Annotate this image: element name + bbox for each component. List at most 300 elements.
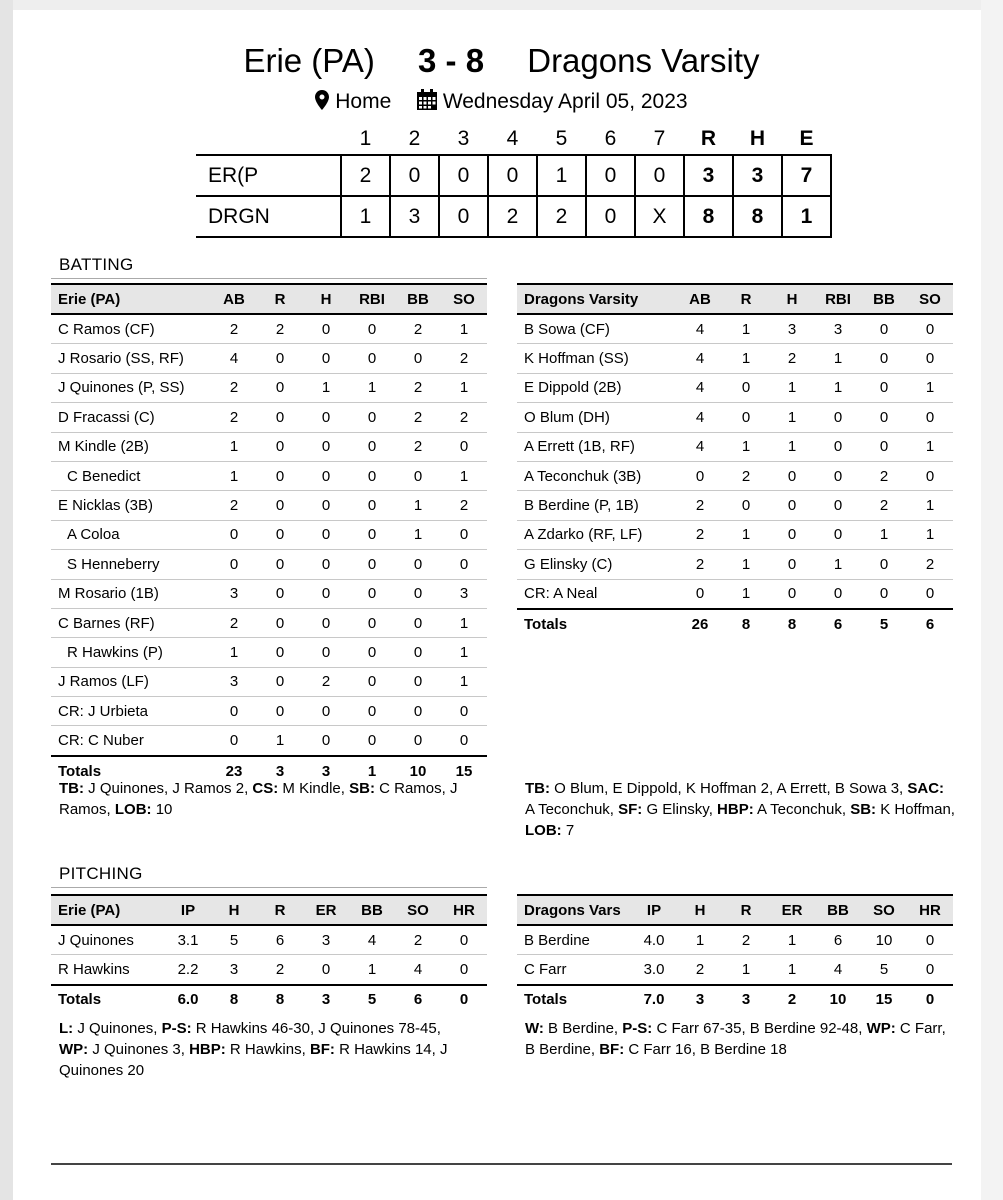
batting-team-header: Erie (PA) xyxy=(51,284,211,314)
stat-value: 0 xyxy=(303,550,349,579)
stat-value: 0 xyxy=(303,344,349,373)
column-header-r: R xyxy=(723,895,769,925)
stat-value: 1 xyxy=(441,667,487,696)
player-name: B Sowa (CF) xyxy=(517,314,677,344)
stat-value: 1 xyxy=(395,520,441,549)
batting-player-row xyxy=(517,403,953,432)
inning-score: 0 xyxy=(635,155,684,196)
stat-value: 0 xyxy=(303,520,349,549)
total-value: 8 xyxy=(211,985,257,1014)
stat-value: 0 xyxy=(441,432,487,461)
stat-value: 0 xyxy=(395,697,441,726)
player-name: A Teconchuk (3B) xyxy=(517,461,677,490)
stat-value: 0 xyxy=(257,550,303,579)
player-name: R Hawkins (P) xyxy=(51,638,211,667)
stat-value: 0 xyxy=(441,550,487,579)
stat-value: 2 xyxy=(211,608,257,637)
stat-value: 0 xyxy=(907,403,953,432)
stat-value: 1 xyxy=(441,638,487,667)
stat-value: 0 xyxy=(907,344,953,373)
stat-value: 0 xyxy=(861,403,907,432)
inning-7-header: 7 xyxy=(653,127,666,150)
column-header-h: H xyxy=(303,284,349,314)
stat-value: 0 xyxy=(349,461,395,490)
stat-value: 0 xyxy=(303,461,349,490)
note-text: M Kindle, xyxy=(278,780,350,797)
batting-section-label: BATTING xyxy=(59,255,134,274)
column-header-ab: AB xyxy=(211,284,257,314)
totals-label: Totals xyxy=(517,609,677,638)
total-value: 6 xyxy=(395,985,441,1014)
stat-value: 1 xyxy=(211,638,257,667)
stat-value: 0 xyxy=(395,579,441,608)
line-score-row-home xyxy=(196,196,831,237)
totals-label: Totals xyxy=(517,985,631,1014)
stat-value: 0 xyxy=(303,403,349,432)
stat-value: 3.1 xyxy=(165,925,211,955)
hits-total: 3 xyxy=(733,155,782,196)
stat-value: 2 xyxy=(441,491,487,520)
column-header-bb: BB xyxy=(815,895,861,925)
calendar-icon xyxy=(417,90,443,113)
stat-value: 3 xyxy=(441,579,487,608)
player-name: M Kindle (2B) xyxy=(51,432,211,461)
stat-value: 0 xyxy=(459,732,469,750)
pitching-notes-home xyxy=(525,1018,955,1060)
note-text: A Teconchuk, xyxy=(753,801,851,818)
stat-value: 0 xyxy=(879,585,889,603)
inning-score: 1 xyxy=(537,155,586,196)
note-label: HBP: xyxy=(189,1041,226,1058)
stat-value: 0 xyxy=(257,373,303,402)
stat-value: 0 xyxy=(441,925,487,955)
note-label: TB: xyxy=(525,780,550,797)
player-name: J Quinones (P, SS) xyxy=(51,373,211,402)
stat-value: 0 xyxy=(695,585,705,603)
stat-value: 0 xyxy=(229,732,239,750)
column-header-h: H xyxy=(677,895,723,925)
note-label: SAC: xyxy=(907,780,945,797)
stat-value: 1 xyxy=(211,461,257,490)
note-label: L: xyxy=(59,1020,74,1037)
inning-6-header: 6 xyxy=(604,127,617,150)
stat-value: 1 xyxy=(441,608,487,637)
stat-value: 0 xyxy=(349,638,395,667)
stat-value: 1 xyxy=(907,373,953,402)
batting-table-away xyxy=(51,283,487,785)
stat-value: 1 xyxy=(723,550,769,579)
inning-score: 0 xyxy=(390,155,439,196)
line-score-row-away xyxy=(196,155,831,196)
stat-value: 4 xyxy=(833,961,843,979)
batting-player-row xyxy=(51,608,487,637)
total-value: 2 xyxy=(769,985,815,1014)
stat-value: 2 xyxy=(723,925,769,955)
stat-value: 0 xyxy=(211,697,257,726)
player-name: CR: C Nuber xyxy=(58,732,144,750)
note-text: R Hawkins 46-30, J Quinones 78-45, xyxy=(191,1020,441,1037)
batting-player-row xyxy=(51,667,487,696)
stat-value: 0 xyxy=(861,373,907,402)
total-value: 6 xyxy=(815,609,861,638)
stat-value: 2 xyxy=(677,520,723,549)
stat-value: 4 xyxy=(677,403,723,432)
column-header-bb: BB xyxy=(395,284,441,314)
stat-value: 0 xyxy=(303,432,349,461)
note-text: J Quinones, xyxy=(73,1020,162,1037)
inning-score: 2 xyxy=(537,196,586,237)
stat-value: 1 xyxy=(815,373,861,402)
batting-player-row xyxy=(51,726,487,756)
total-value: 3 xyxy=(303,756,349,785)
batting-player-row xyxy=(517,550,953,579)
stat-value: 2 xyxy=(861,461,907,490)
stat-value: 1 xyxy=(441,461,487,490)
stat-value: 2 xyxy=(861,491,907,520)
stat-value: 1 xyxy=(367,961,377,979)
stat-value: 0 xyxy=(349,608,395,637)
stat-value: 0 xyxy=(395,667,441,696)
note-text: 7 xyxy=(561,822,575,839)
stat-value: 0 xyxy=(395,461,441,490)
stat-value: 2 xyxy=(677,550,723,579)
column-header-hr: HR xyxy=(441,895,487,925)
stat-value: 2 xyxy=(303,667,349,696)
pitching-table-away xyxy=(51,894,487,1014)
note-text: C Farr 16, B Berdine 18 xyxy=(624,1041,787,1058)
column-header-er: ER xyxy=(303,895,349,925)
batting-notes-home xyxy=(525,778,955,841)
stat-value: 0 xyxy=(907,314,953,344)
stat-value: 0 xyxy=(861,344,907,373)
note-label: W: xyxy=(525,1020,544,1037)
player-name: A Zdarko (RF, LF) xyxy=(517,520,677,549)
column-header-rbi: RBI xyxy=(349,284,395,314)
stat-value: 1 xyxy=(769,925,815,955)
note-text: R Hawkins, xyxy=(225,1041,310,1058)
note-text: C Farr 67-35, B Berdine 92-48, xyxy=(652,1020,867,1037)
stat-value: 1 xyxy=(275,732,285,750)
stat-value: 6 xyxy=(815,925,861,955)
stat-value: 0 xyxy=(441,520,487,549)
batting-header-home xyxy=(517,284,953,314)
stat-value: 1 xyxy=(787,961,797,979)
column-header-h: H xyxy=(769,284,815,314)
inning-score: X xyxy=(635,196,684,237)
stat-value: 4 xyxy=(413,961,423,979)
stat-value: 3 xyxy=(303,925,349,955)
stat-value: 4 xyxy=(677,373,723,402)
inning-score: 1 xyxy=(341,196,390,237)
batting-divider xyxy=(51,278,487,279)
stat-value: 2 xyxy=(211,373,257,402)
stat-value: 5 xyxy=(211,925,257,955)
inning-4-header: 4 xyxy=(506,127,519,150)
stat-value: 0 xyxy=(349,550,395,579)
stat-value: 0 xyxy=(257,520,303,549)
column-header-rbi: RBI xyxy=(815,284,861,314)
batting-player-row xyxy=(517,344,953,373)
stat-value: 1 xyxy=(861,520,907,549)
column-header-bb: BB xyxy=(861,284,907,314)
stat-value: 1 xyxy=(441,314,487,344)
player-name: S Henneberry xyxy=(51,550,211,579)
stat-value: 0 xyxy=(861,432,907,461)
batting-player-row xyxy=(51,314,487,344)
stat-value: 0 xyxy=(815,461,861,490)
stat-value: 0 xyxy=(815,491,861,520)
stat-value: 0 xyxy=(321,732,331,750)
note-text: K Hoffman, xyxy=(876,801,955,818)
final-score: 3 - 8 xyxy=(418,42,485,79)
stat-value: 2 xyxy=(441,403,487,432)
stat-value: 0 xyxy=(723,403,769,432)
stat-value: 1 xyxy=(907,520,953,549)
stat-value: 1 xyxy=(741,961,751,979)
stat-value: 0 xyxy=(303,314,349,344)
batting-player-row xyxy=(517,491,953,520)
pitching-player-row xyxy=(517,955,953,985)
batting-player-row xyxy=(51,344,487,373)
batting-player-row xyxy=(51,638,487,667)
stat-value: 1 xyxy=(769,432,815,461)
game-title xyxy=(0,42,1003,80)
stat-value: 1 xyxy=(349,373,395,402)
page-right-margin xyxy=(981,0,1003,1200)
pitching-header-away xyxy=(51,895,487,925)
batting-team-header: Dragons Varsity xyxy=(517,284,677,314)
pitching-player-row xyxy=(51,955,487,985)
player-name: CR: A Neal xyxy=(524,585,598,603)
player-name: J Rosario (SS, RF) xyxy=(51,344,211,373)
stat-value: 2 xyxy=(769,344,815,373)
stat-value: 2 xyxy=(211,491,257,520)
stat-value: 0 xyxy=(349,697,395,726)
player-name: M Rosario (1B) xyxy=(51,579,211,608)
stat-value: 0 xyxy=(367,732,377,750)
pitching-notes-away xyxy=(59,1018,464,1081)
note-text: 10 xyxy=(151,801,173,818)
inning-2-header: 2 xyxy=(408,127,421,150)
column-header-r: R xyxy=(257,895,303,925)
stat-value: 1 xyxy=(907,491,953,520)
date-text: Wednesday April 05, 2023 xyxy=(442,90,688,113)
stat-value: 0 xyxy=(257,697,303,726)
total-value: 0 xyxy=(441,985,487,1014)
column-header-r: R xyxy=(257,284,303,314)
total-value: 3 xyxy=(723,985,769,1014)
note-label: SB: xyxy=(349,780,375,797)
pitching-header-home xyxy=(517,895,953,925)
player-name: K Hoffman (SS) xyxy=(517,344,677,373)
stat-value: 0 xyxy=(257,579,303,608)
total-value: 23 xyxy=(211,756,257,785)
pitching-player-row xyxy=(517,925,953,955)
batting-totals-row xyxy=(517,609,953,638)
player-name: J Quinones xyxy=(51,925,165,955)
batting-notes-away xyxy=(59,778,489,820)
inning-score: 2 xyxy=(488,196,537,237)
note-label: TB: xyxy=(59,780,84,797)
stat-value: 0 xyxy=(861,314,907,344)
line-score-header xyxy=(196,124,831,155)
stat-value: 0 xyxy=(349,667,395,696)
batting-header-away xyxy=(51,284,487,314)
note-label: WP: xyxy=(59,1041,89,1058)
stat-value: 0 xyxy=(349,403,395,432)
stat-value: 3 xyxy=(229,961,239,979)
inning-score: 0 xyxy=(439,155,488,196)
column-header-r: R xyxy=(723,284,769,314)
total-value: 5 xyxy=(349,985,395,1014)
note-label: BF: xyxy=(309,1041,335,1058)
stat-value: 0 xyxy=(349,432,395,461)
batting-player-row xyxy=(51,373,487,402)
hits-total: 8 xyxy=(733,196,782,237)
stat-value: 0 xyxy=(815,403,861,432)
player-name: A Errett (1B, RF) xyxy=(517,432,677,461)
player-name: D Fracassi (C) xyxy=(51,403,211,432)
stat-value: 1 xyxy=(303,373,349,402)
stat-value: 1 xyxy=(723,314,769,344)
player-name: R Hawkins xyxy=(58,961,130,979)
column-header-er: ER xyxy=(769,895,815,925)
note-label: BF: xyxy=(599,1041,625,1058)
total-value: 3 xyxy=(257,756,303,785)
stat-value: 0 xyxy=(257,344,303,373)
stat-value: 0 xyxy=(677,461,723,490)
stat-value: 2 xyxy=(395,403,441,432)
note-text: C Farr, B Berdine, xyxy=(525,1020,946,1058)
note-label: SF: xyxy=(618,801,643,818)
note-label: CS: xyxy=(252,780,279,797)
total-value: 0 xyxy=(907,985,953,1014)
inning-score: 0 xyxy=(488,155,537,196)
player-name: C Benedict xyxy=(51,461,211,490)
hits-header: H xyxy=(749,127,766,150)
column-header-ip: IP xyxy=(631,895,677,925)
note-label: WP: xyxy=(866,1020,896,1037)
stat-value: 2 xyxy=(211,403,257,432)
stat-value: 0 xyxy=(815,520,861,549)
stat-value: 0 xyxy=(211,520,257,549)
total-value: 3 xyxy=(303,985,349,1014)
location-pin-icon xyxy=(315,90,335,113)
stat-value: 0 xyxy=(303,697,349,726)
stat-value: 0 xyxy=(861,550,907,579)
batting-player-row xyxy=(51,520,487,549)
stat-value: 2.2 xyxy=(177,961,199,979)
total-value: 7.0 xyxy=(631,985,677,1014)
total-value: 10 xyxy=(815,985,861,1014)
batting-player-row xyxy=(517,373,953,402)
batting-player-row xyxy=(517,432,953,461)
batting-player-row xyxy=(517,314,953,344)
stat-value: 3 xyxy=(211,667,257,696)
total-value: 6.0 xyxy=(165,985,211,1014)
stat-value: 0 xyxy=(303,638,349,667)
batting-player-row xyxy=(51,491,487,520)
stat-value: 4 xyxy=(677,314,723,344)
stat-value: 0 xyxy=(257,403,303,432)
line-score-team: ER(P xyxy=(196,155,341,196)
stat-value: 5 xyxy=(879,961,889,979)
total-value: 3 xyxy=(677,985,723,1014)
stat-value: 0 xyxy=(441,697,487,726)
stat-value: 10 xyxy=(861,925,907,955)
stat-value: 0 xyxy=(907,925,953,955)
stat-value: 0 xyxy=(257,608,303,637)
footer-divider xyxy=(51,1163,952,1165)
column-header-so: SO xyxy=(907,284,953,314)
stat-value: 1 xyxy=(441,373,487,402)
total-value: 8 xyxy=(257,985,303,1014)
batting-player-row xyxy=(51,461,487,490)
batting-table-home xyxy=(517,283,953,638)
stat-value: 3 xyxy=(769,314,815,344)
stat-value: 3.0 xyxy=(643,961,665,979)
batting-player-row xyxy=(51,432,487,461)
note-text: A Teconchuk, xyxy=(525,801,619,818)
stat-value: 2 xyxy=(275,961,285,979)
stat-value: 0 xyxy=(257,491,303,520)
stat-value: 2 xyxy=(211,314,257,344)
inning-3-header: 3 xyxy=(457,127,470,150)
batting-player-row xyxy=(51,403,487,432)
stat-value: 1 xyxy=(907,432,953,461)
stat-value: 0 xyxy=(257,667,303,696)
stat-value: 2 xyxy=(441,344,487,373)
line-score-team: DRGN xyxy=(196,196,341,237)
stat-value: 0 xyxy=(459,961,469,979)
stat-value: 1 xyxy=(677,925,723,955)
note-text: B Berdine, xyxy=(543,1020,623,1037)
stat-value: 2 xyxy=(907,550,953,579)
column-header-hr: HR xyxy=(907,895,953,925)
location-text: Home xyxy=(335,90,392,113)
totals-label: Totals xyxy=(51,756,211,785)
stat-value: 1 xyxy=(769,403,815,432)
stat-value: 1 xyxy=(211,432,257,461)
column-header-ip: IP xyxy=(165,895,211,925)
stat-value: 0 xyxy=(257,432,303,461)
total-value: 10 xyxy=(395,756,441,785)
stat-value: 0 xyxy=(303,579,349,608)
column-header-so: SO xyxy=(395,895,441,925)
stat-value: 0 xyxy=(925,585,935,603)
stat-value: 0 xyxy=(395,344,441,373)
note-label: P-S: xyxy=(622,1020,653,1037)
errors-total: 7 xyxy=(782,155,831,196)
note-text: R Hawkins 14, J Quinones 20 xyxy=(59,1041,448,1079)
stat-value: 2 xyxy=(695,961,705,979)
inning-score: 2 xyxy=(341,155,390,196)
game-info xyxy=(0,89,1003,114)
note-label: SB: xyxy=(850,801,877,818)
stat-value: 0 xyxy=(257,638,303,667)
stat-value: 0 xyxy=(413,732,423,750)
pitching-totals-row xyxy=(517,985,953,1014)
runs-total: 8 xyxy=(684,196,733,237)
stat-value: 0 xyxy=(787,585,797,603)
stat-value: 3 xyxy=(815,314,861,344)
away-team-name: Erie (PA) xyxy=(243,42,375,79)
stat-value: 1 xyxy=(723,344,769,373)
inning-score: 3 xyxy=(390,196,439,237)
note-text: C Ramos, J Ramos, xyxy=(59,780,458,818)
stat-value: 1 xyxy=(815,344,861,373)
player-name: J Ramos (LF) xyxy=(51,667,211,696)
